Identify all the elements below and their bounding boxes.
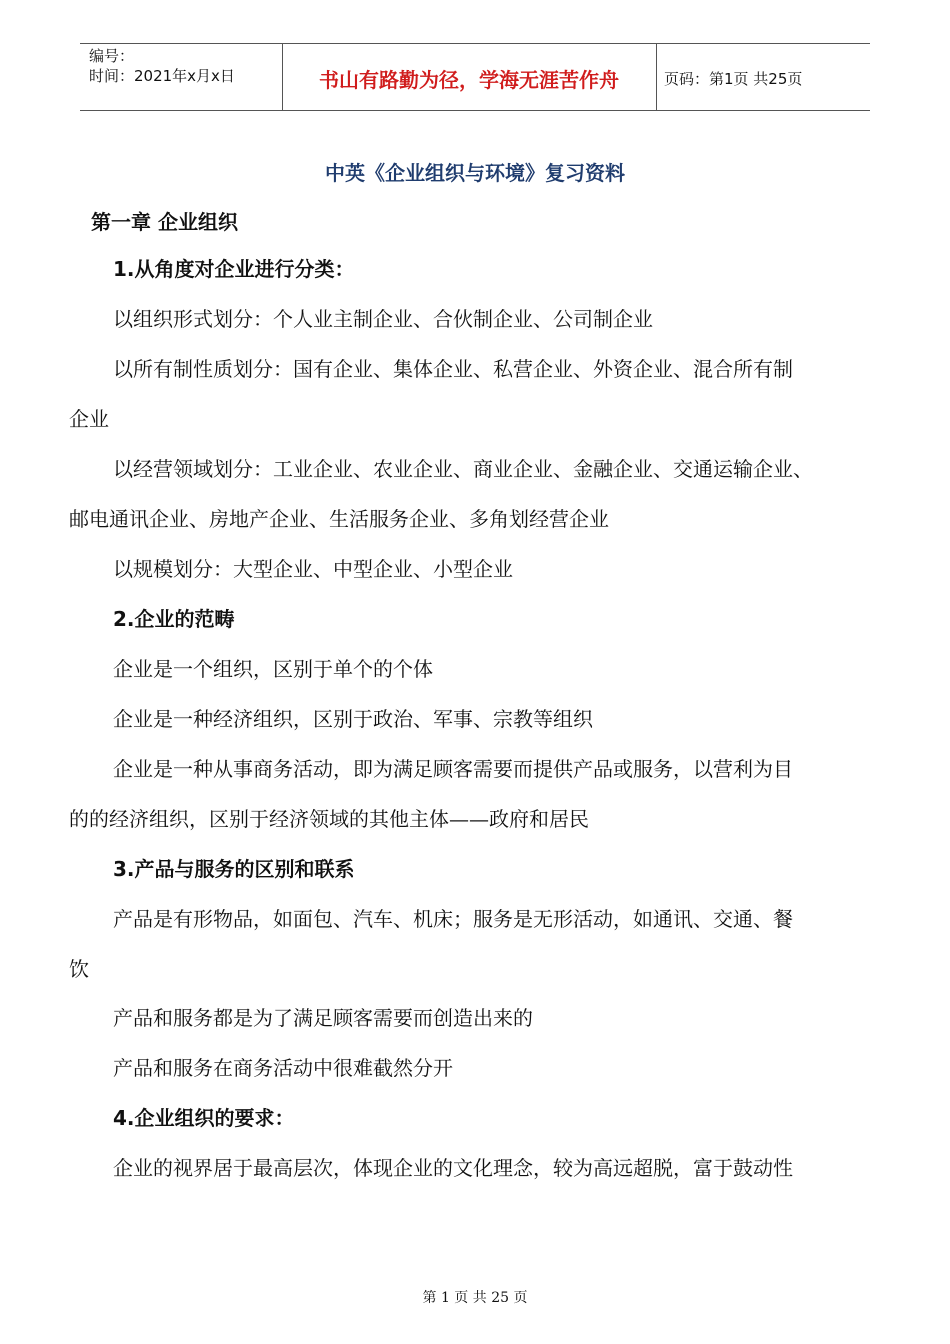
paragraph-line: 产品是有形物品，如面包、汽车、机床；服务是无形活动，如通讯、交通、餐 [113,907,793,931]
header-divider-right [656,43,657,111]
paragraph-line: 企业的视界居于最高层次，体现企业的文化理念，较为高远超脱，富于鼓动性 [113,1156,793,1180]
paragraph-line: 饮 [69,957,89,981]
header-number-label: 编号： [89,47,135,65]
document-title: 中英《企业组织与环境》复习资料 [325,161,625,185]
paragraph-line: 以所有制性质划分：国有企业、集体企业、私营企业、外资企业、混合所有制 [113,357,793,381]
paragraph-line: 产品和服务都是为了满足顾客需要而创造出来的 [113,1006,533,1030]
header-page-info: 页码：第1页 共25页 [664,70,803,88]
header-bottom-rule [80,110,870,111]
paragraph-line: 企业 [69,407,109,431]
section-1-heading: 1.从角度对企业进行分类： [113,257,355,281]
paragraph-line: 的的经济组织，区别于经济领域的其他主体——政府和居民 [69,807,589,831]
header-time-label: 时间：2021年x月x日 [89,67,235,85]
chapter-heading: 第一章 企业组织 [91,210,238,234]
section-3-heading: 3.产品与服务的区别和联系 [113,857,355,881]
paragraph-line: 以规模划分：大型企业、中型企业、小型企业 [113,557,513,581]
paragraph-line: 邮电通讯企业、房地产企业、生活服务企业、多角划经营企业 [69,507,609,531]
paragraph-line: 企业是一种经济组织，区别于政治、军事、宗教等组织 [113,707,593,731]
paragraph-line: 以组织形式划分：个人业主制企业、合伙制企业、公司制企业 [113,307,653,331]
section-4-heading: 4.企业组织的要求： [113,1106,295,1130]
paragraph-line: 以经营领域划分：工业企业、农业企业、商业企业、金融企业、交通运输企业、 [113,457,813,481]
paragraph-line: 企业是一个组织，区别于单个的个体 [113,657,433,681]
section-2-heading: 2.企业的范畴 [113,607,235,631]
header-meta [89,46,235,86]
paragraph-line: 产品和服务在商务活动中很难截然分开 [113,1056,453,1080]
page-footer: 第 1 页 共 25 页 [422,1290,528,1306]
header-motto: 书山有路勤为径，学海无涯苦作舟 [319,68,619,92]
paragraph-line: 企业是一种从事商务活动，即为满足顾客需要而提供产品或服务，以营利为目 [113,757,793,781]
header-top-rule [80,43,870,44]
